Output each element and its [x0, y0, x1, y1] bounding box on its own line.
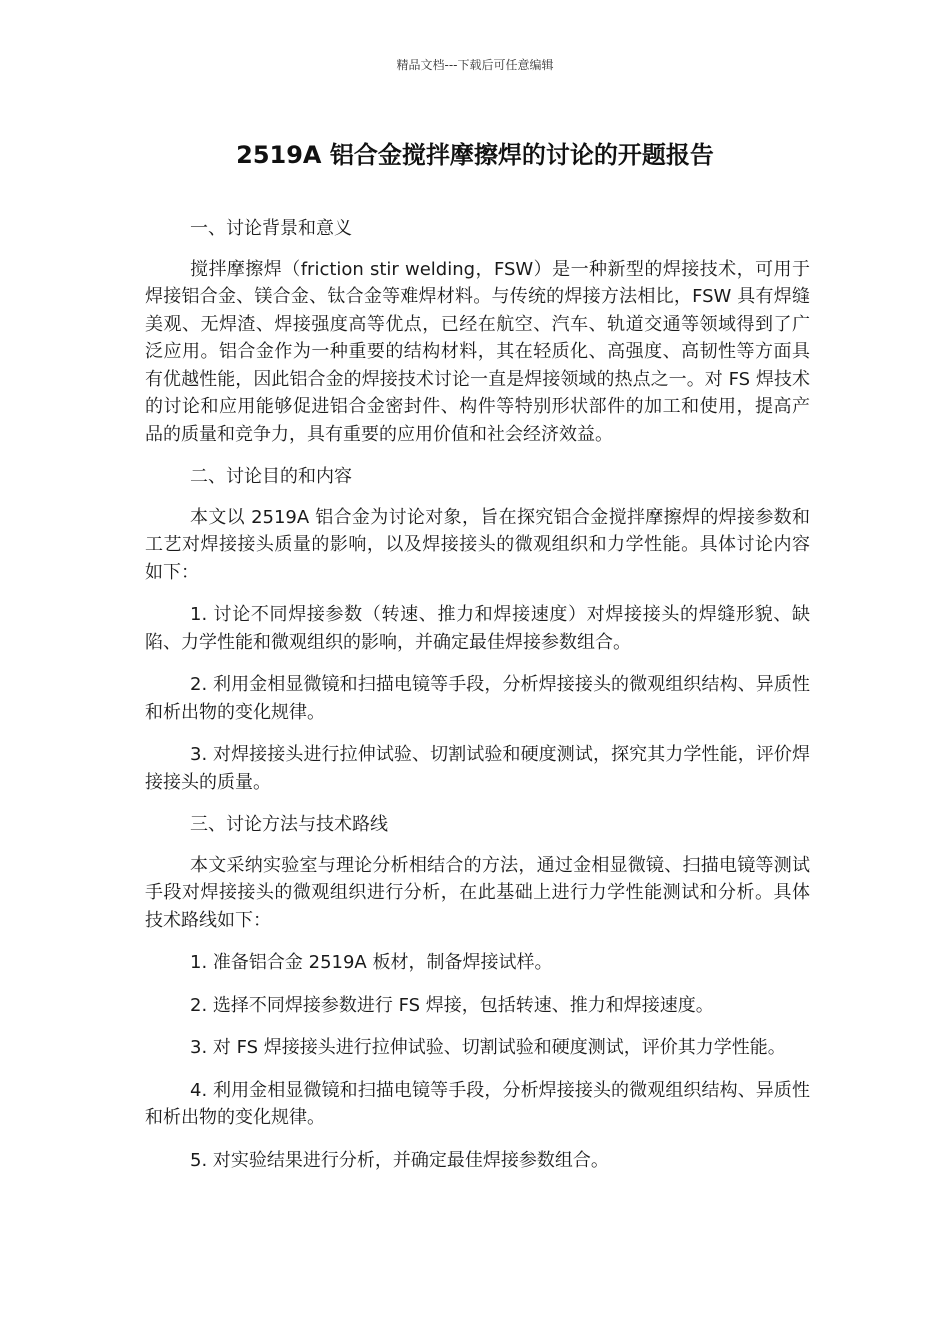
paragraph-background: 搅拌摩擦焊（friction stir welding，FSW）是一种新型的焊接技术，可用于焊接铝合金、镁合金、钛合金等难焊材料。与传统的焊接方法相比，FSW 具有焊缝美观、无焊渣、焊接强度高等优点，已经在航空、汽车、轨道交通等领域得到了广泛应用。铝合金作为一种重要的结构材料，其在轻质化、高强度、高韧性等方面具有优越性能，因此铝合金的焊接技术讨论一直是焊接领域的热点之一。对 FS 焊技术的讨论和应用能够促进铝合金密封件、构件等特别形状部件的加工和使用，提高产品的质量和竞争力，具有重要的应用价值和社会经济效益。 [145, 258, 810, 445]
list-item-content-2: 2. 利用金相显微镜和扫描电镜等手段，分析焊接接头的微观组织结构、异质性和析出物的变化规律。 [145, 674, 810, 723]
list-item-content-1: 1. 讨论不同焊接参数（转速、推力和焊接速度）对焊接接头的焊缝形貌、缺陷、力学性能和微观组织的影响，并确定最佳焊接参数组合。 [145, 604, 810, 653]
list-item-route-5: 5. 对实验结果进行分析，并确定最佳焊接参数组合。 [190, 1149, 609, 1171]
document-title: 2519A 铝合金搅拌摩擦焊的讨论的开题报告 [236, 141, 714, 169]
header-note: 精品文档---下载后可任意编辑 [396, 58, 554, 72]
list-item-route-1: 1. 准备铝合金 2519A 板材，制备焊接试样。 [190, 952, 553, 973]
list-item-route-3: 3. 对 FS 焊接接头进行拉伸试验、切割试验和硬度测试，评价其力学性能。 [190, 1037, 786, 1058]
list-item-route-4: 4. 利用金相显微镜和扫描电镜等手段，分析焊接接头的微观组织结构、异质性和析出物的变化规律。 [145, 1079, 810, 1128]
list-item-content-3: 3. 对焊接接头进行拉伸试验、切割试验和硬度测试，探究其力学性能，评价焊接接头的质量。 [145, 744, 810, 793]
paragraph-purpose: 本文以 2519A 铝合金为讨论对象，旨在探究铝合金搅拌摩擦焊的焊接参数和工艺对焊接接头质量的影响，以及焊接接头的微观组织和力学性能。具体讨论内容如下： [145, 506, 810, 583]
list-item-route-2: 2. 选择不同焊接参数进行 FS 焊接，包括转速、推力和焊接速度。 [190, 994, 714, 1016]
section-heading-background: 一、讨论背景和意义 [190, 218, 352, 239]
section-heading-purpose: 二、讨论目的和内容 [190, 466, 352, 487]
paragraph-method: 本文采纳实验室与理论分析相结合的方法，通过金相显微镜、扫描电镜等测试手段对焊接接头的微观组织进行分析，在此基础上进行力学性能测试和分析。具体技术路线如下： [145, 854, 810, 931]
document-body [145, 215, 810, 1189]
section-heading-method: 三、讨论方法与技术路线 [190, 814, 388, 835]
